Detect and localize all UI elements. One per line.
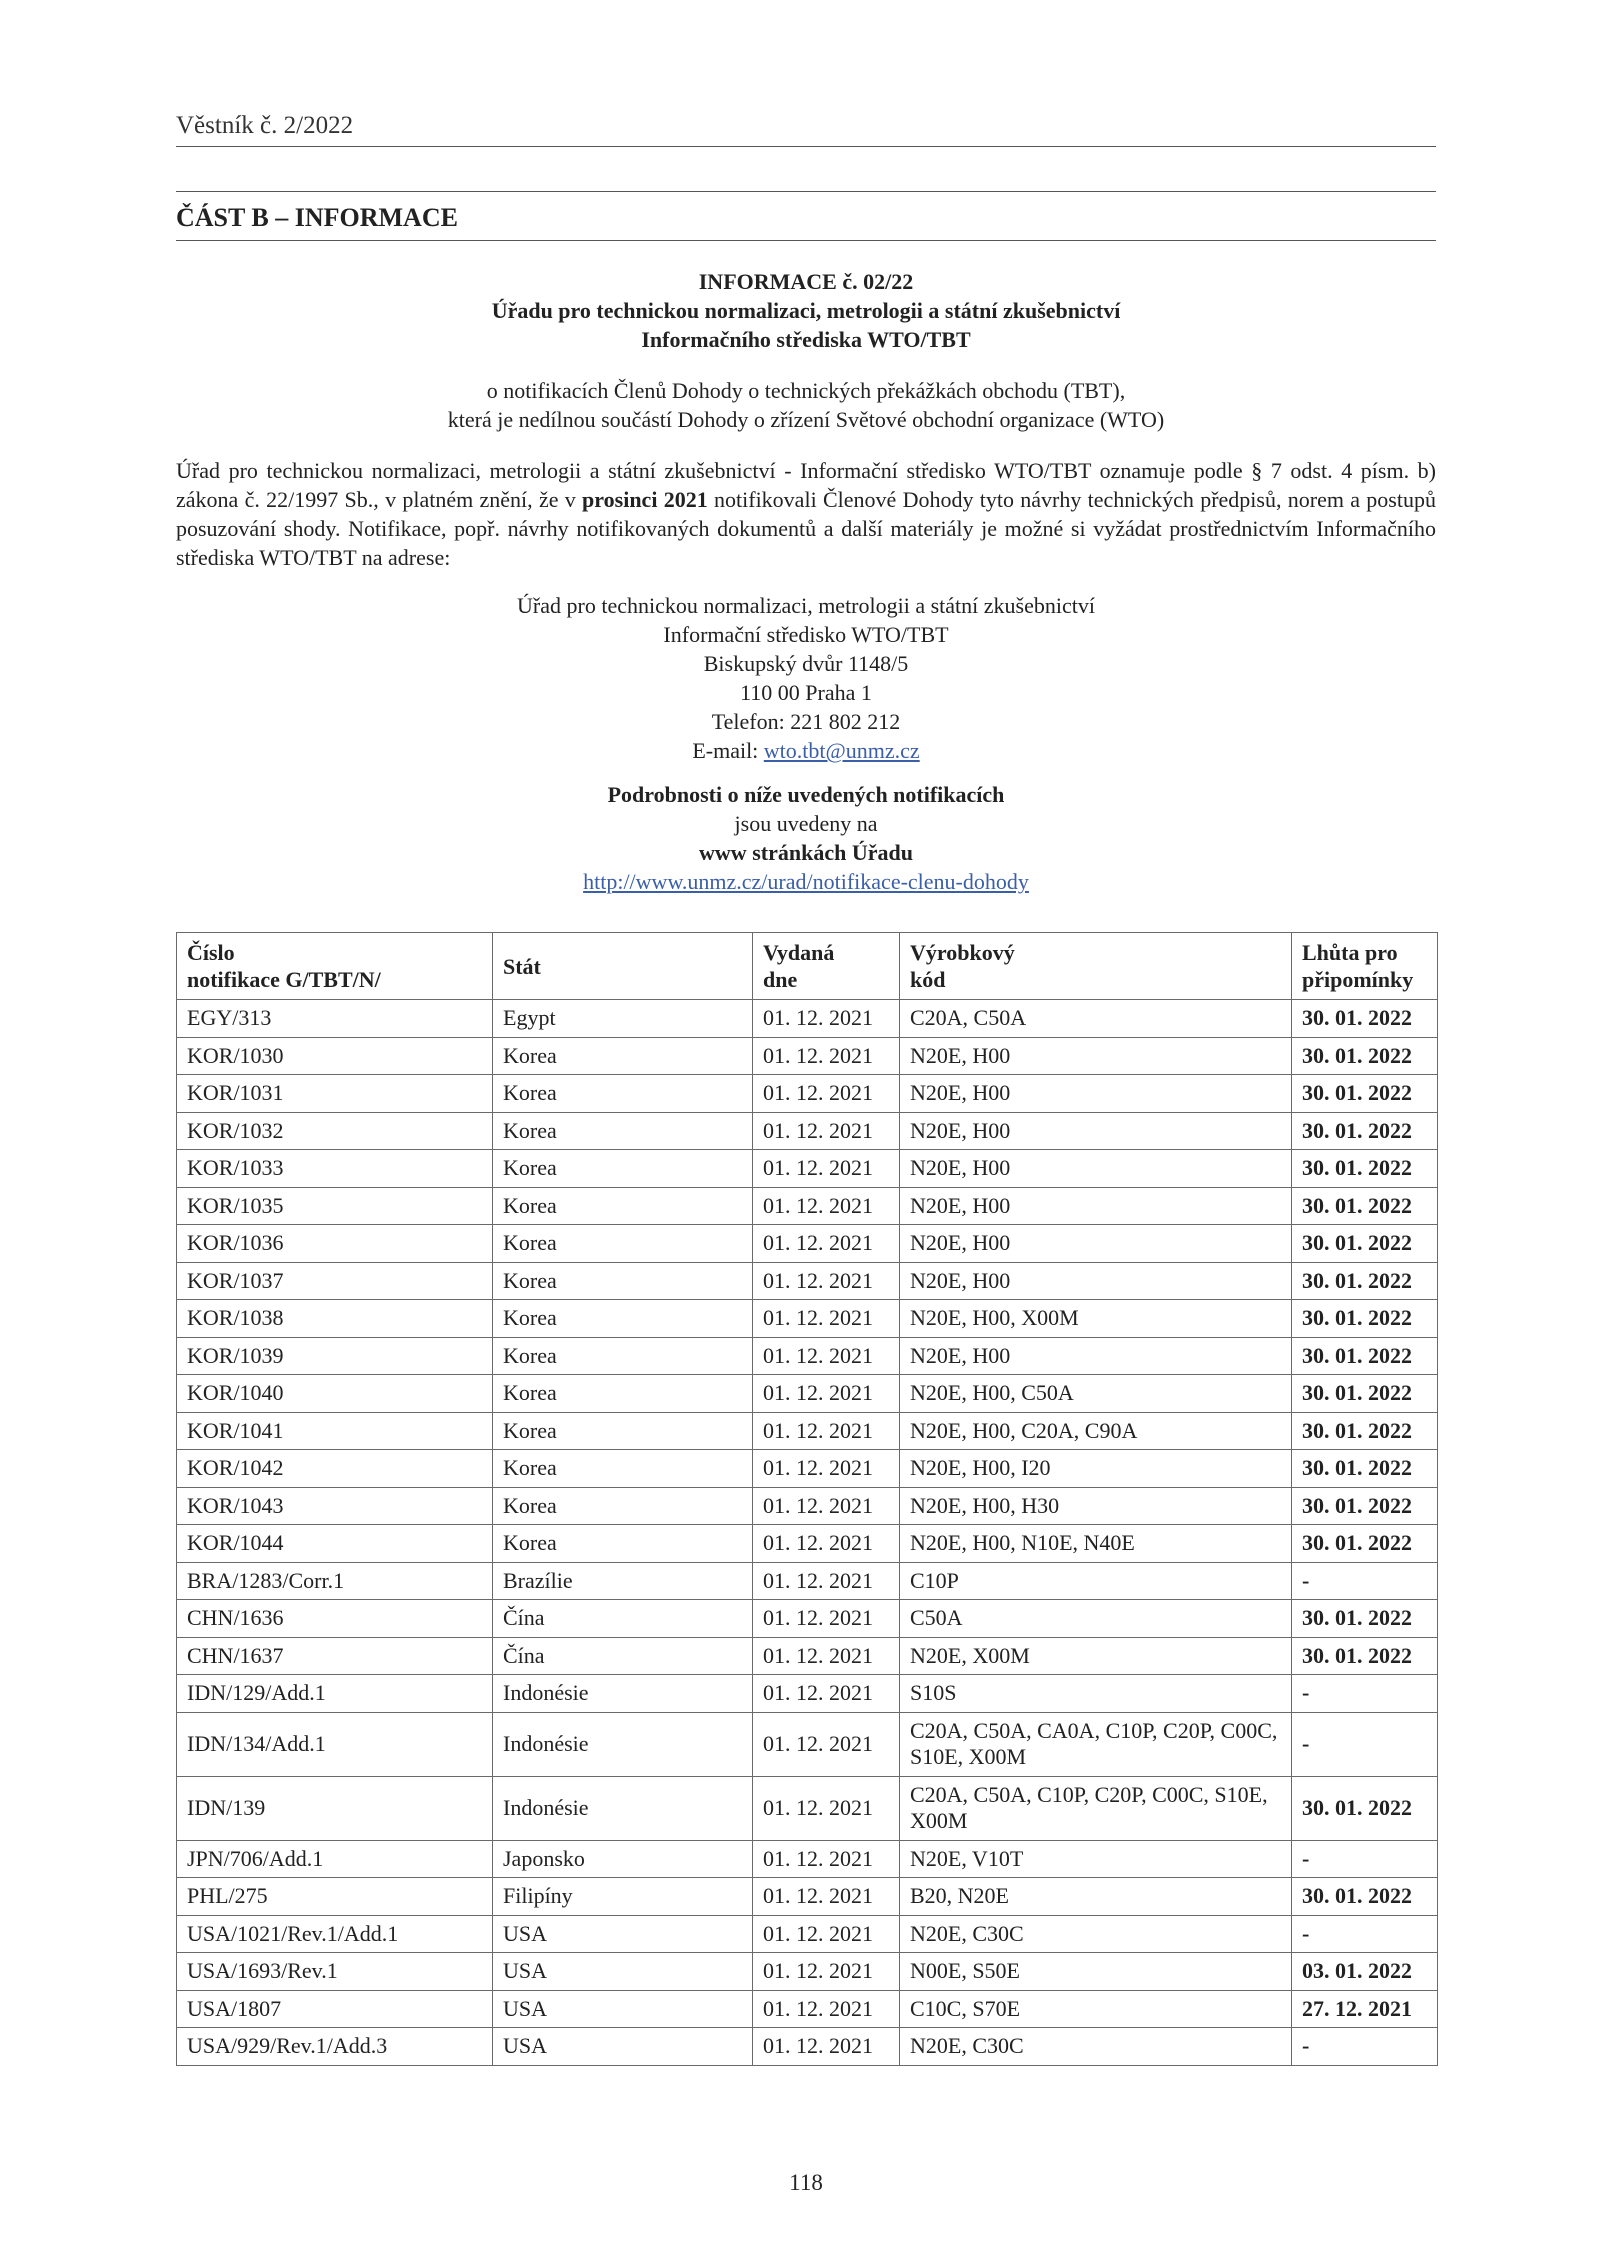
cell-issued: 01. 12. 2021 <box>753 1953 900 1991</box>
cell-number: KOR/1042 <box>177 1450 493 1488</box>
cell-country: Japonsko <box>493 1840 753 1878</box>
cell-number: PHL/275 <box>177 1878 493 1916</box>
cell-country: USA <box>493 1990 753 2028</box>
cell-issued: 01. 12. 2021 <box>753 1450 900 1488</box>
table-row <box>177 1776 1438 1840</box>
cell-code: N20E, H00 <box>900 1037 1292 1075</box>
cell-deadline: 30. 01. 2022 <box>1292 1525 1438 1563</box>
cell-deadline: 30. 01. 2022 <box>1292 1225 1438 1263</box>
address-line-2: Informační středisko WTO/TBT <box>663 622 949 647</box>
journal-header: Věstník č. 2/2022 <box>176 112 354 139</box>
cell-number: IDN/134/Add.1 <box>177 1712 493 1776</box>
cell-issued: 01. 12. 2021 <box>753 1915 900 1953</box>
cell-issued: 01. 12. 2021 <box>753 1412 900 1450</box>
cell-country: Filipíny <box>493 1878 753 1916</box>
table-header-row <box>177 933 1438 1000</box>
cell-country: Korea <box>493 1075 753 1113</box>
cell-issued: 01. 12. 2021 <box>753 1300 900 1338</box>
cell-number: USA/1021/Rev.1/Add.1 <box>177 1915 493 1953</box>
cell-number: IDN/129/Add.1 <box>177 1675 493 1713</box>
cell-number: KOR/1030 <box>177 1037 493 1075</box>
table-row <box>177 1187 1438 1225</box>
cell-deadline: 30. 01. 2022 <box>1292 1075 1438 1113</box>
table-row <box>177 1712 1438 1776</box>
cell-deadline: 30. 01. 2022 <box>1292 1300 1438 1338</box>
cell-issued: 01. 12. 2021 <box>753 1150 900 1188</box>
cell-number: KOR/1031 <box>177 1075 493 1113</box>
table-row <box>177 1000 1438 1038</box>
info-subtitle-2: Informačního střediska WTO/TBT <box>641 327 971 352</box>
cell-country: Indonésie <box>493 1675 753 1713</box>
cell-country: Korea <box>493 1112 753 1150</box>
col-header-number-l2: notifikace G/TBT/N/ <box>187 967 381 992</box>
cell-deadline: 27. 12. 2021 <box>1292 1990 1438 2028</box>
cell-deadline: 30. 01. 2022 <box>1292 1000 1438 1038</box>
col-header-deadline <box>1292 933 1438 1000</box>
cell-country: USA <box>493 1915 753 1953</box>
col-header-code <box>900 933 1292 1000</box>
cell-country: Korea <box>493 1375 753 1413</box>
cell-country: Indonésie <box>493 1776 753 1840</box>
intro-text-1: Úřad pro technickou normalizaci, metrologii a státní zkušebnictví - Informační středisko WTO/TBT oznamuje podle § 7 odst. 4 písm. b) zákona č. 22/1997 Sb., v platném znění, že v <box>176 458 1436 512</box>
cell-issued: 01. 12. 2021 <box>753 1712 900 1776</box>
cell-country: Korea <box>493 1187 753 1225</box>
cell-deadline: 30. 01. 2022 <box>1292 1112 1438 1150</box>
cell-code: C20A, C50A, CA0A, C10P, C20P, C00C, S10E, X00M <box>900 1712 1292 1776</box>
cell-issued: 01. 12. 2021 <box>753 1878 900 1916</box>
table-row <box>177 1990 1438 2028</box>
cell-issued: 01. 12. 2021 <box>753 1637 900 1675</box>
table-row <box>177 1878 1438 1916</box>
cell-number: USA/1693/Rev.1 <box>177 1953 493 1991</box>
cell-code: C10C, S70E <box>900 1990 1292 2028</box>
table-row <box>177 1075 1438 1113</box>
cell-number: IDN/139 <box>177 1776 493 1840</box>
cell-issued: 01. 12. 2021 <box>753 1675 900 1713</box>
table-row <box>177 1262 1438 1300</box>
cell-deadline: 30. 01. 2022 <box>1292 1337 1438 1375</box>
cell-deadline: - <box>1292 1675 1438 1713</box>
info-desc-2: která je nedílnou součástí Dohody o zřízení Světové obchodní organizace (WTO) <box>447 407 1165 432</box>
cell-number: JPN/706/Add.1 <box>177 1840 493 1878</box>
info-title: INFORMACE č. 02/22 <box>698 269 914 294</box>
details-url-link[interactable]: http://www.unmz.cz/urad/notifikace-clenu-dohody <box>583 869 1029 894</box>
cell-country: Korea <box>493 1337 753 1375</box>
cell-code: C20A, C50A, C10P, C20P, C00C, S10E, X00M <box>900 1776 1292 1840</box>
cell-code: N20E, H00 <box>900 1112 1292 1150</box>
address-line-1: Úřad pro technickou normalizaci, metrologii a státní zkušebnictví <box>517 593 1095 618</box>
table-row <box>177 1450 1438 1488</box>
cell-number: CHN/1637 <box>177 1637 493 1675</box>
table-row <box>177 1675 1438 1713</box>
cell-country: Korea <box>493 1262 753 1300</box>
cell-code: N20E, H00, I20 <box>900 1450 1292 1488</box>
address-phone: Telefon: 221 802 212 <box>711 709 901 734</box>
intro-text-2: notifikovali Členové Dohody tyto návrhy technických předpisů, norem a postupů posuzování shody. Notifikace, popř. návrhy notifikovaných dokumentů a další materiály je možné si vyžádat prostřednictvím Informačního střediska WTO/TBT na adrese: <box>176 487 1436 570</box>
col-header-deadline-l2: připomínky <box>1302 967 1414 992</box>
col-header-code-l2: kód <box>910 967 946 992</box>
cell-number: USA/1807 <box>177 1990 493 2028</box>
cell-issued: 01. 12. 2021 <box>753 1262 900 1300</box>
notifications-table <box>176 932 1438 2066</box>
intro-text-bold: prosinci 2021 <box>582 487 708 512</box>
cell-deadline: 30. 01. 2022 <box>1292 1776 1438 1840</box>
cell-code: N20E, H00 <box>900 1337 1292 1375</box>
cell-code: N20E, H00, C20A, C90A <box>900 1412 1292 1450</box>
cell-code: S10S <box>900 1675 1292 1713</box>
page-number: 118 <box>789 2170 823 2195</box>
table-row <box>177 1337 1438 1375</box>
cell-code: N20E, H00 <box>900 1262 1292 1300</box>
col-header-issued <box>753 933 900 1000</box>
cell-issued: 01. 12. 2021 <box>753 1075 900 1113</box>
table-row <box>177 1637 1438 1675</box>
table-row <box>177 1600 1438 1638</box>
table-body <box>177 1000 1438 2066</box>
cell-code: N20E, V10T <box>900 1840 1292 1878</box>
table-row <box>177 1487 1438 1525</box>
cell-deadline: 30. 01. 2022 <box>1292 1600 1438 1638</box>
cell-code: C50A <box>900 1600 1292 1638</box>
cell-number: USA/929/Rev.1/Add.3 <box>177 2028 493 2066</box>
cell-issued: 01. 12. 2021 <box>753 1600 900 1638</box>
table-row <box>177 1915 1438 1953</box>
col-header-deadline-l1: Lhůta pro <box>1302 940 1398 965</box>
cell-number: KOR/1041 <box>177 1412 493 1450</box>
table-row <box>177 1562 1438 1600</box>
header-rule <box>176 146 1436 147</box>
col-header-number <box>177 933 493 1000</box>
cell-deadline: 30. 01. 2022 <box>1292 1878 1438 1916</box>
cell-deadline: 30. 01. 2022 <box>1292 1375 1438 1413</box>
cell-issued: 01. 12. 2021 <box>753 1375 900 1413</box>
cell-country: Korea <box>493 1487 753 1525</box>
cell-issued: 01. 12. 2021 <box>753 1187 900 1225</box>
cell-deadline: 30. 01. 2022 <box>1292 1037 1438 1075</box>
col-header-issued-l1: Vydaná <box>763 940 835 965</box>
email-link[interactable]: wto.tbt@unmz.cz <box>763 738 920 763</box>
cell-number: EGY/313 <box>177 1000 493 1038</box>
cell-number: KOR/1044 <box>177 1525 493 1563</box>
cell-deadline: 30. 01. 2022 <box>1292 1412 1438 1450</box>
info-desc-1: o notifikacích Členů Dohody o technických překážkách obchodu (TBT), <box>486 378 1126 403</box>
cell-number: BRA/1283/Corr.1 <box>177 1562 493 1600</box>
cell-issued: 01. 12. 2021 <box>753 1562 900 1600</box>
cell-deadline: 30. 01. 2022 <box>1292 1187 1438 1225</box>
section-rule-top <box>176 191 1436 192</box>
cell-code: N20E, X00M <box>900 1637 1292 1675</box>
cell-country: USA <box>493 1953 753 1991</box>
cell-code: C20A, C50A <box>900 1000 1292 1038</box>
cell-issued: 01. 12. 2021 <box>753 2028 900 2066</box>
cell-code: N20E, H00, H30 <box>900 1487 1292 1525</box>
info-subtitle-1: Úřadu pro technickou normalizaci, metrologii a státní zkušebnictví <box>491 298 1121 323</box>
section-title: ČÁST B – INFORMACE <box>176 203 458 232</box>
address-line-3: Biskupský dvůr 1148/5 <box>703 651 909 676</box>
cell-deadline: - <box>1292 1562 1438 1600</box>
table-row <box>177 1412 1438 1450</box>
table-row <box>177 1375 1438 1413</box>
cell-country: Korea <box>493 1225 753 1263</box>
cell-deadline: 30. 01. 2022 <box>1292 1262 1438 1300</box>
email-label: E-mail: <box>692 738 764 763</box>
cell-code: N20E, H00 <box>900 1225 1292 1263</box>
table-row <box>177 1037 1438 1075</box>
cell-country: Korea <box>493 1450 753 1488</box>
cell-deadline: - <box>1292 1712 1438 1776</box>
cell-deadline: 03. 01. 2022 <box>1292 1953 1438 1991</box>
cell-issued: 01. 12. 2021 <box>753 1840 900 1878</box>
cell-deadline: - <box>1292 2028 1438 2066</box>
cell-country: Čína <box>493 1637 753 1675</box>
details-url-line <box>176 867 1436 896</box>
col-header-issued-l2: dne <box>763 967 798 992</box>
col-header-number-l1: Číslo <box>187 940 235 965</box>
details-line-1: Podrobnosti o níže uvedených notifikacích <box>607 782 1005 807</box>
cell-code: N20E, H00, N10E, N40E <box>900 1525 1292 1563</box>
cell-number: KOR/1035 <box>177 1187 493 1225</box>
cell-code: N20E, H00 <box>900 1075 1292 1113</box>
cell-issued: 01. 12. 2021 <box>753 1337 900 1375</box>
cell-issued: 01. 12. 2021 <box>753 1487 900 1525</box>
cell-number: KOR/1039 <box>177 1337 493 1375</box>
details-line-3: www stránkách Úřadu <box>699 840 913 865</box>
cell-country: Korea <box>493 1525 753 1563</box>
cell-country: Egypt <box>493 1000 753 1038</box>
cell-issued: 01. 12. 2021 <box>753 1776 900 1840</box>
cell-country: Korea <box>493 1037 753 1075</box>
section-rule-bottom <box>176 240 1436 241</box>
cell-code: B20, N20E <box>900 1878 1292 1916</box>
table-row <box>177 1953 1438 1991</box>
table-row <box>177 1840 1438 1878</box>
cell-deadline: 30. 01. 2022 <box>1292 1637 1438 1675</box>
cell-deadline: 30. 01. 2022 <box>1292 1487 1438 1525</box>
address-line-4: 110 00 Praha 1 <box>740 680 872 705</box>
cell-code: N20E, H00 <box>900 1187 1292 1225</box>
cell-country: Korea <box>493 1300 753 1338</box>
address-email-line <box>176 736 1436 765</box>
cell-code: N20E, H00 <box>900 1150 1292 1188</box>
cell-issued: 01. 12. 2021 <box>753 1525 900 1563</box>
table-row <box>177 1112 1438 1150</box>
cell-number: KOR/1036 <box>177 1225 493 1263</box>
cell-number: KOR/1040 <box>177 1375 493 1413</box>
cell-country: Korea <box>493 1412 753 1450</box>
cell-number: KOR/1037 <box>177 1262 493 1300</box>
table-row <box>177 1300 1438 1338</box>
table-row <box>177 1150 1438 1188</box>
cell-code: C10P <box>900 1562 1292 1600</box>
cell-code: N20E, C30C <box>900 2028 1292 2066</box>
col-header-code-l1: Výrobkový <box>910 940 1015 965</box>
cell-country: Čína <box>493 1600 753 1638</box>
cell-country: Brazílie <box>493 1562 753 1600</box>
cell-country: USA <box>493 2028 753 2066</box>
table-row <box>177 1525 1438 1563</box>
cell-code: N20E, H00, C50A <box>900 1375 1292 1413</box>
cell-number: KOR/1043 <box>177 1487 493 1525</box>
cell-country: Indonésie <box>493 1712 753 1776</box>
cell-country: Korea <box>493 1150 753 1188</box>
intro-paragraph <box>176 456 1436 572</box>
cell-issued: 01. 12. 2021 <box>753 1000 900 1038</box>
cell-number: KOR/1033 <box>177 1150 493 1188</box>
table-row <box>177 1225 1438 1263</box>
cell-issued: 01. 12. 2021 <box>753 1990 900 2028</box>
cell-deadline: 30. 01. 2022 <box>1292 1150 1438 1188</box>
cell-number: KOR/1032 <box>177 1112 493 1150</box>
cell-code: N20E, C30C <box>900 1915 1292 1953</box>
cell-deadline: 30. 01. 2022 <box>1292 1450 1438 1488</box>
table-row <box>177 2028 1438 2066</box>
cell-deadline: - <box>1292 1915 1438 1953</box>
cell-issued: 01. 12. 2021 <box>753 1225 900 1263</box>
cell-number: CHN/1636 <box>177 1600 493 1638</box>
details-line-2: jsou uvedeny na <box>734 811 878 836</box>
col-header-country: Stát <box>493 933 753 1000</box>
cell-code: N00E, S50E <box>900 1953 1292 1991</box>
cell-issued: 01. 12. 2021 <box>753 1037 900 1075</box>
cell-number: KOR/1038 <box>177 1300 493 1338</box>
cell-issued: 01. 12. 2021 <box>753 1112 900 1150</box>
cell-deadline: - <box>1292 1840 1438 1878</box>
cell-code: N20E, H00, X00M <box>900 1300 1292 1338</box>
